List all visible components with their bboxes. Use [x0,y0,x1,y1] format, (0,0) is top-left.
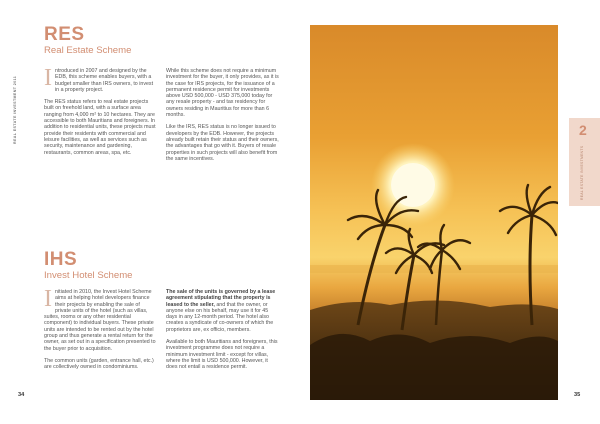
res-heading: RES [44,24,85,45]
chapter-tab [569,118,600,206]
res-column-2 [166,68,280,168]
chapter-number: 2 [579,122,587,138]
ihs-col2-bold-lead: The sale of the units is governed by a lease agreement stipulating that the property is leased to the seller, [166,289,276,308]
res-dropcap: I [44,65,52,91]
side-running-label: REAL ESTATE INVESTMENT 2011 [13,75,17,144]
ihs-col1-para1: nitiated in 2010, the Invest Hotel Scheme aims at helping hotel developers finance their projects by enabling the sale of private units of the hotel (such as villas, suites, rooms or any other residential component) to individual buyers. These private units are intended to be rented out by the hotel group and thus generate a rental return for the owner, as set out in a specification presented to the buyer prior to acquisition. [44,289,156,352]
page-number-left: 34 [18,392,25,398]
sunset-illustration [310,25,558,400]
page-number-right: 35 [574,392,581,398]
res-column-1 [44,65,156,162]
ihs-col1-para2: The common units (garden, entrance hall, etc.) are collectively owned in condominiums. [44,357,154,371]
res-col1-para2: The RES status refers to real estate projects built on freehold land, with a surface area ranging from 4,000 m² to 10 hectares. They are accessible to both Mauritians and foreigners. In addition to residential units, these projects must provide their residents with commercial and leisure facilities, as well as services such as security, maintenance and gardening, restaurants, common areas, spa, etc. [44,99,156,156]
res-subheading: Real Estate Scheme [44,45,132,56]
ihs-column-2 [166,289,280,377]
res-col2-para1: While this scheme does not require a minimum investment for the buyer, it only provides, as it is the case for IRS projects, for the issuance of a permanent residence permit for investments above USD 500,000 - USD 375,000 today for any resale property - and tax residency for owners residing in Mauritius for more than 6 months. [166,68,279,119]
ihs-heading: IHS [44,249,78,270]
res-col1-para1: ntroduced in 2007 and designed by the EDB, this scheme enables buyers, with a budget smaller than IRS owners, to invest in a property project. [55,68,154,93]
ihs-subheading: Invest Hotel Scheme [44,270,133,281]
ihs-column-1 [44,286,156,377]
ihs-dropcap: I [44,286,52,312]
sunset-palm-trees-photo [310,25,558,400]
chapter-tab-label: REAL ESTATE INVESTMENTS [580,145,584,200]
ihs-col2-para2: Available to both Mauritians and foreigners, this investment programme does not require a minimum investment limit - except for villas, where the limit is USD 500,000. However, it does not entail a residence permit. [166,339,278,371]
res-col2-para2: Like the IRS, RES status is no longer issued to developers by the EDB. However, the projects already built retain their status and their owners, the advantages that go with it. Buyers of resale properties in such projects will also benefit from the same incentives. [166,124,279,162]
ihs-col2-rest: and that the owner, or anyone else on his behalf, may use it for 45 days in any 12-month period. The hotel also creates a syndicate of co-owners of which the proprietors are, ex officio, members. [166,301,274,333]
